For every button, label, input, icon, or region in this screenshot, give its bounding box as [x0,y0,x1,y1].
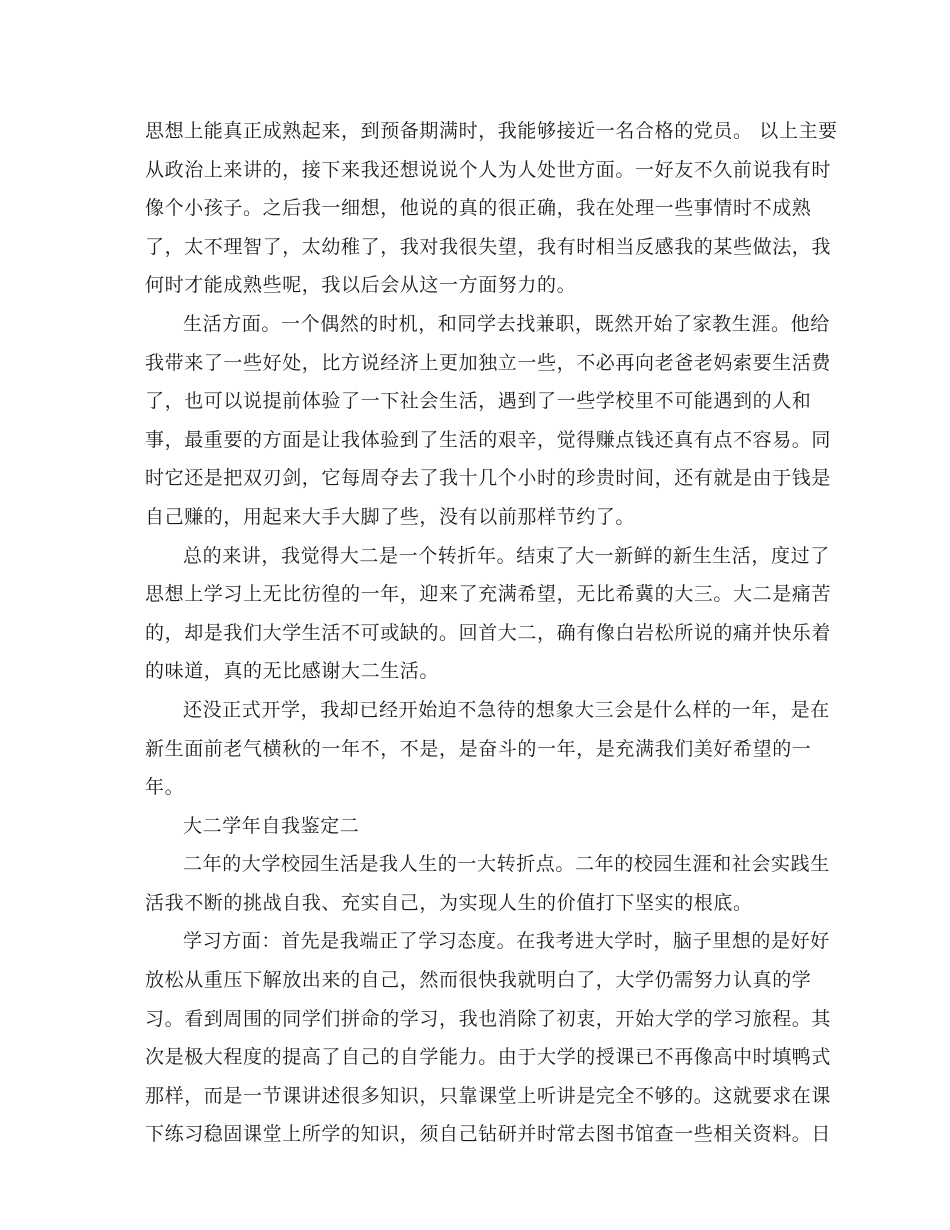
paragraph-political-summary [145,112,838,305]
text-line: 二年的大学校园生活是我人生的一大转折点。二年的校园生涯和社会实践生 [183,853,830,876]
paragraph-overall-summary [145,537,832,691]
heading-text: 大二学年自我鉴定二 [183,814,360,837]
text-line: 了，也可以说提前体验了一下社会生活，遇到了一些学校里不可能遇到的人和 [145,390,812,413]
text-line: 了，太不理智了，太幼稚了，我对我很失望，我有时相当反感我的某些做法，我 [145,235,832,258]
text-line: 事，最重要的方面是让我体验到了生活的艰辛，觉得赚点钱还真有点不容易。同 [145,428,832,451]
text-line: 活我不断的挑战自我、充实自己，为实现人生的价值打下坚实的根底。 [145,891,753,914]
text-line: 自己赚的，用起来大手大脚了些，没有以前那样节约了。 [145,505,636,528]
paragraph-campus-life-intro [145,845,830,922]
text-line: 从政治上来讲的，接下来我还想说说个人为人处世方面。一好友不久前说我有时 [145,158,832,181]
text-line: 次是极大程度的提高了自己的自学能力。由于大学的授课已不再像高中时填鸭式 [145,1046,832,1069]
text-line: 时它还是把双刃剑，它每周夺去了我十几个小时的珍贵时间，还有就是由于钱是 [145,467,832,490]
text-line: 的，却是我们大学生活不可或缺的。回首大二，确有像白岩松所说的痛并快乐着 [145,621,832,644]
paragraph-junior-year-outlook [145,691,830,807]
text-line: 何时才能成熟些呢，我以后会从这一方面努力的。 [145,274,577,297]
text-line: 下练习稳固课堂上所学的知识，须自己钻研并时常去图书馆查一些相关资料。日 [145,1123,832,1146]
text-line: 我带来了一些好处，比方说经济上更加独立一些，不必再向老爸老妈索要生活费 [145,351,832,374]
paragraph-study-aspect [145,922,832,1154]
text-line: 习。看到周围的同学们拼命的学习，我也消除了初衷，开始大学的学习旅程。其 [145,1007,832,1030]
paragraph-life-aspect [145,305,832,537]
text-line: 总的来讲，我觉得大二是一个转折年。结束了大一新鲜的新生生活，度过了 [183,544,830,567]
text-line: 放松从重压下解放出来的自己，然而很快我就明白了，大学仍需努力认真的学 [145,969,812,992]
document-body [145,112,838,1154]
text-line: 生活方面。一个偶然的时机，和同学去找兼职，既然开始了家教生涯。他给 [183,312,830,335]
text-line: 还没正式开学，我却已经开始迫不急待的想象大三会是什么样的一年，是在 [183,698,830,721]
text-line: 年。 [145,776,185,799]
text-line: 像个小孩子。之后我一细想，他说的真的很正确，我在处理一些事情时不成熟 [145,197,812,220]
text-line: 的味道，真的无比感谢大二生活。 [145,660,440,683]
text-line: 那样，而是一节课讲述很多知识，只靠课堂上听讲是完全不够的。这就要求在课 [145,1084,832,1107]
section-heading [145,807,805,846]
text-line: 新生面前老气横秋的一年不，不是，是奋斗的一年，是充满我们美好希望的一 [145,737,812,760]
text-line: 思想上学习上无比彷徨的一年，迎来了充满希望，无比希冀的大三。大二是痛苦 [145,583,832,606]
text-line: 思想上能真正成熟起来，到预备期满时，我能够接近一名合格的党员。 以上主要 [145,120,838,142]
text-line: 学习方面：首先是我端正了学习态度。在我考进大学时，脑子里想的是好好 [183,930,830,953]
